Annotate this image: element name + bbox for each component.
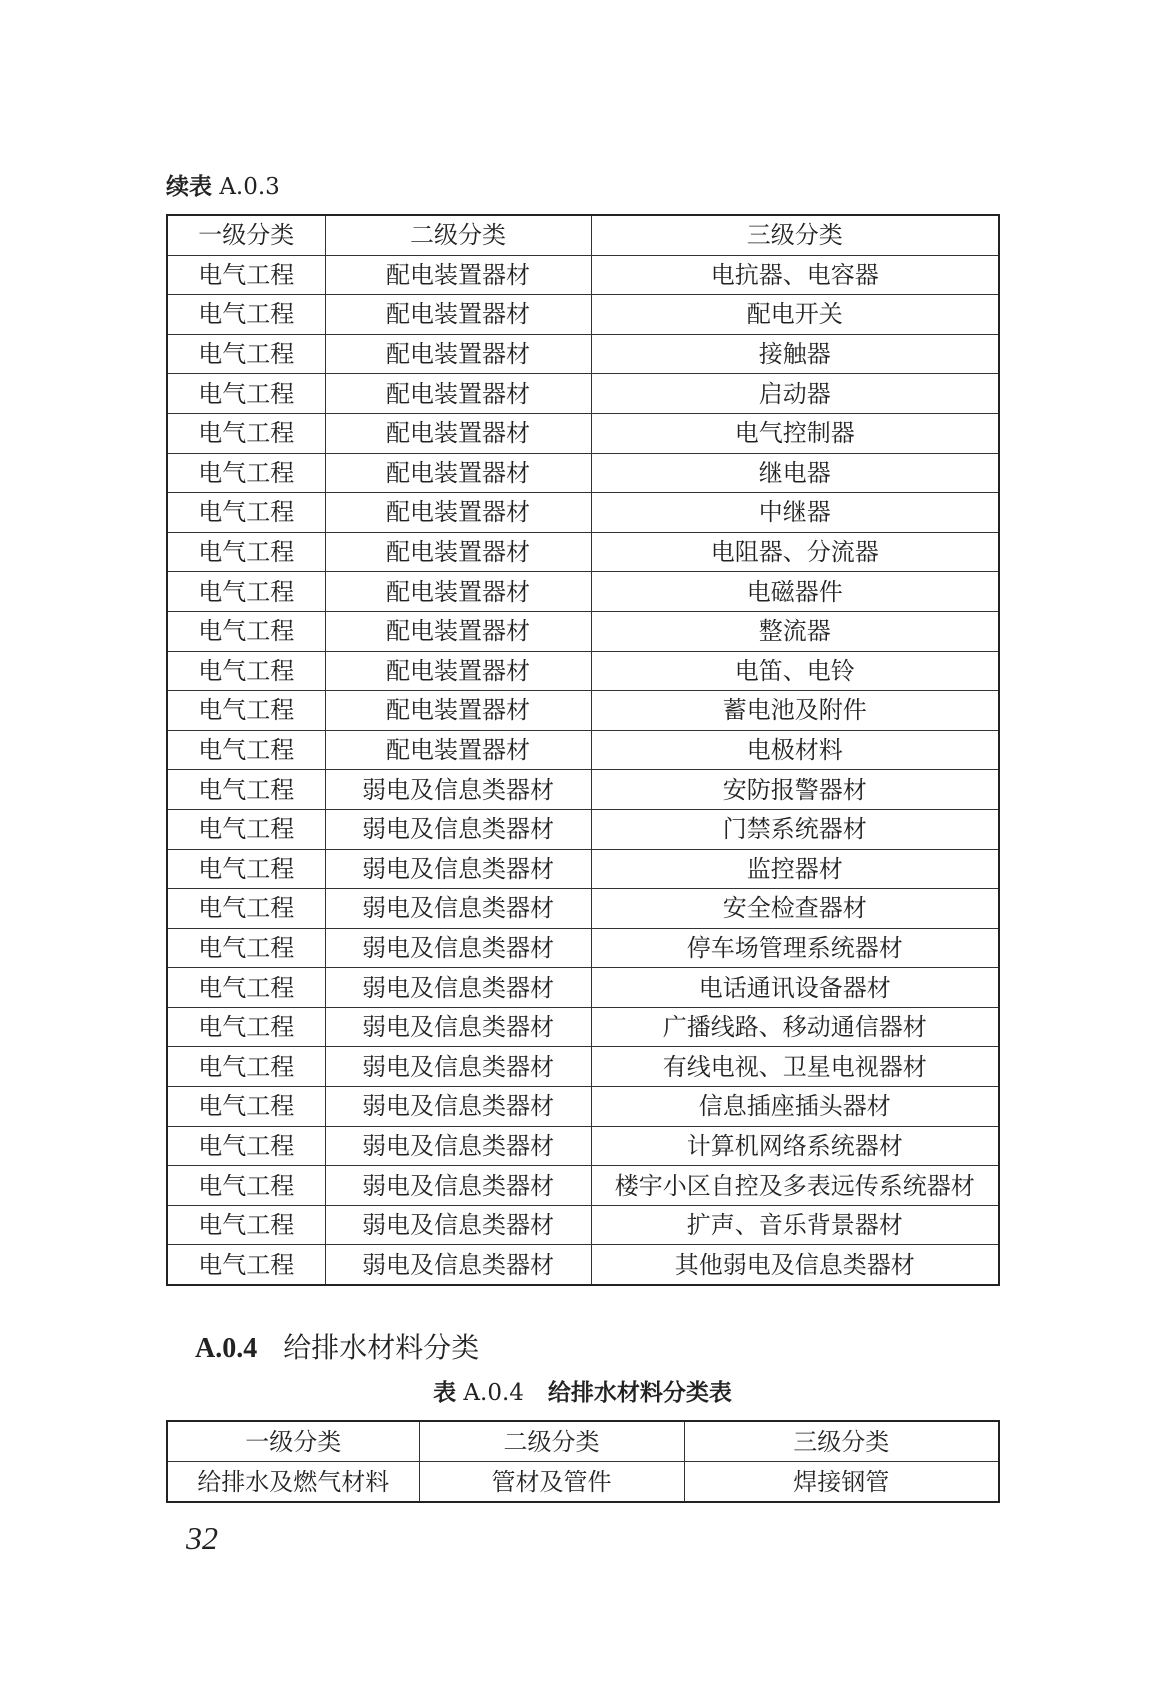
table-cell: 电气工程 [167,770,325,810]
table-cell: 弱电及信息类器材 [325,889,591,929]
table-cell: 整流器 [591,611,999,651]
table-cell: 蓄电池及附件 [591,691,999,731]
table-cell: 弱电及信息类器材 [325,1205,591,1245]
table-row [167,572,999,612]
table-header-row [167,1421,999,1462]
table-cell: 电气工程 [167,1047,325,1087]
table-cell: 电气工程 [167,691,325,731]
table-cell: 配电装置器材 [325,691,591,731]
table-cell: 电气工程 [167,295,325,335]
table-row [167,1087,999,1127]
table1-caption [166,172,280,202]
table-cell: 电气工程 [167,928,325,968]
table-cell: 停车场管理系统器材 [591,928,999,968]
table-cell: 电气工程 [167,413,325,453]
table-cell: 配电装置器材 [325,651,591,691]
table-cell: 管材及管件 [419,1462,684,1503]
table-cell: 电阻器、分流器 [591,532,999,572]
table-cell: 接触器 [591,334,999,374]
table-cell: 计算机网络系统器材 [591,1126,999,1166]
table-cell: 信息插座插头器材 [591,1087,999,1127]
table2-caption-id: A.0.4 [463,1380,524,1406]
table-cell: 门禁系统器材 [591,809,999,849]
table-a04 [166,1420,1000,1503]
table-cell: 安防报警器材 [591,770,999,810]
table-cell: 电气工程 [167,611,325,651]
column-header: 二级分类 [325,215,591,255]
table-cell: 弱电及信息类器材 [325,928,591,968]
table-cell: 电气工程 [167,1245,325,1285]
table-header-row [167,215,999,255]
table-row [167,413,999,453]
table-cell: 弱电及信息类器材 [325,770,591,810]
table-row [167,1205,999,1245]
table-cell: 电抗器、电容器 [591,255,999,295]
section-heading [195,1330,479,1367]
table-row [167,1462,999,1503]
table-row [167,255,999,295]
table-cell: 电极材料 [591,730,999,770]
table-cell: 电气工程 [167,730,325,770]
table-cell: 电气工程 [167,809,325,849]
table-row [167,532,999,572]
table-cell: 电气控制器 [591,413,999,453]
table-row [167,928,999,968]
table-cell: 弱电及信息类器材 [325,809,591,849]
table1-caption-prefix: 续表 [166,174,212,200]
table-cell: 弱电及信息类器材 [325,1087,591,1127]
table-cell: 弱电及信息类器材 [325,1126,591,1166]
table-cell: 弱电及信息类器材 [325,1245,591,1285]
table-row [167,730,999,770]
table-row [167,651,999,691]
page-number: 32 [186,1520,218,1556]
table-cell: 电气工程 [167,849,325,889]
table-cell: 弱电及信息类器材 [325,849,591,889]
table-row [167,1245,999,1285]
table-cell: 配电装置器材 [325,453,591,493]
table-cell: 配电开关 [591,295,999,335]
table-cell: 配电装置器材 [325,572,591,612]
table-cell: 电气工程 [167,968,325,1008]
table-row [167,1126,999,1166]
table-cell: 配电装置器材 [325,413,591,453]
table-cell: 配电装置器材 [325,295,591,335]
column-header: 一级分类 [167,1421,419,1462]
table-cell: 焊接钢管 [684,1462,999,1503]
column-header: 一级分类 [167,215,325,255]
column-header: 三级分类 [591,215,999,255]
table-cell: 广播线路、移动通信器材 [591,1007,999,1047]
table-row [167,1047,999,1087]
section-number: A.0.4 [195,1333,258,1364]
table-cell: 弱电及信息类器材 [325,1007,591,1047]
table-row [167,1166,999,1206]
table-cell: 继电器 [591,453,999,493]
table-row [167,889,999,929]
table-row [167,809,999,849]
table-cell: 电气工程 [167,1087,325,1127]
table-row [167,374,999,414]
table-cell: 电气工程 [167,493,325,533]
table-cell: 弱电及信息类器材 [325,1166,591,1206]
table-row [167,334,999,374]
table-cell: 配电装置器材 [325,730,591,770]
table-cell: 配电装置器材 [325,334,591,374]
section-title: 给排水材料分类 [283,1331,480,1364]
table-cell: 启动器 [591,374,999,414]
table-cell: 电气工程 [167,255,325,295]
table-cell: 给排水及燃气材料 [167,1462,419,1503]
table-cell: 电话通讯设备器材 [591,968,999,1008]
table-cell: 电磁器件 [591,572,999,612]
table-cell: 电气工程 [167,374,325,414]
table-row [167,968,999,1008]
table-cell: 扩声、音乐背景器材 [591,1205,999,1245]
table-cell: 电气工程 [167,572,325,612]
table-cell: 电气工程 [167,1205,325,1245]
column-header: 二级分类 [419,1421,684,1462]
table1-caption-id: A.0.3 [219,174,280,200]
table2-caption [0,1378,1165,1408]
table-cell: 电气工程 [167,334,325,374]
table-a03-continued [166,214,1000,1286]
table-cell: 电气工程 [167,889,325,929]
table-cell: 配电装置器材 [325,532,591,572]
table-cell: 配电装置器材 [325,493,591,533]
table-row [167,453,999,493]
table-cell: 配电装置器材 [325,611,591,651]
table-cell: 弱电及信息类器材 [325,1047,591,1087]
table-cell: 电气工程 [167,1166,325,1206]
table-cell: 中继器 [591,493,999,533]
column-header: 三级分类 [684,1421,999,1462]
table-cell: 其他弱电及信息类器材 [591,1245,999,1285]
table-row [167,1007,999,1047]
table-row [167,691,999,731]
table-cell: 电气工程 [167,532,325,572]
table-cell: 电气工程 [167,1126,325,1166]
table-cell: 弱电及信息类器材 [325,968,591,1008]
table-cell: 配电装置器材 [325,255,591,295]
table-cell: 配电装置器材 [325,374,591,414]
table-row [167,611,999,651]
table-cell: 电气工程 [167,1007,325,1047]
table-cell: 电笛、电铃 [591,651,999,691]
table-row [167,295,999,335]
table-row [167,493,999,533]
table-cell: 楼宇小区自控及多表远传系统器材 [591,1166,999,1206]
table-row [167,849,999,889]
table-cell: 有线电视、卫星电视器材 [591,1047,999,1087]
table-cell: 安全检查器材 [591,889,999,929]
table-row [167,770,999,810]
table2-caption-prefix: 表 [433,1380,457,1406]
table2-caption-title: 给排水材料分类表 [547,1380,732,1406]
table-cell: 电气工程 [167,651,325,691]
table-cell: 电气工程 [167,453,325,493]
table-cell: 监控器材 [591,849,999,889]
